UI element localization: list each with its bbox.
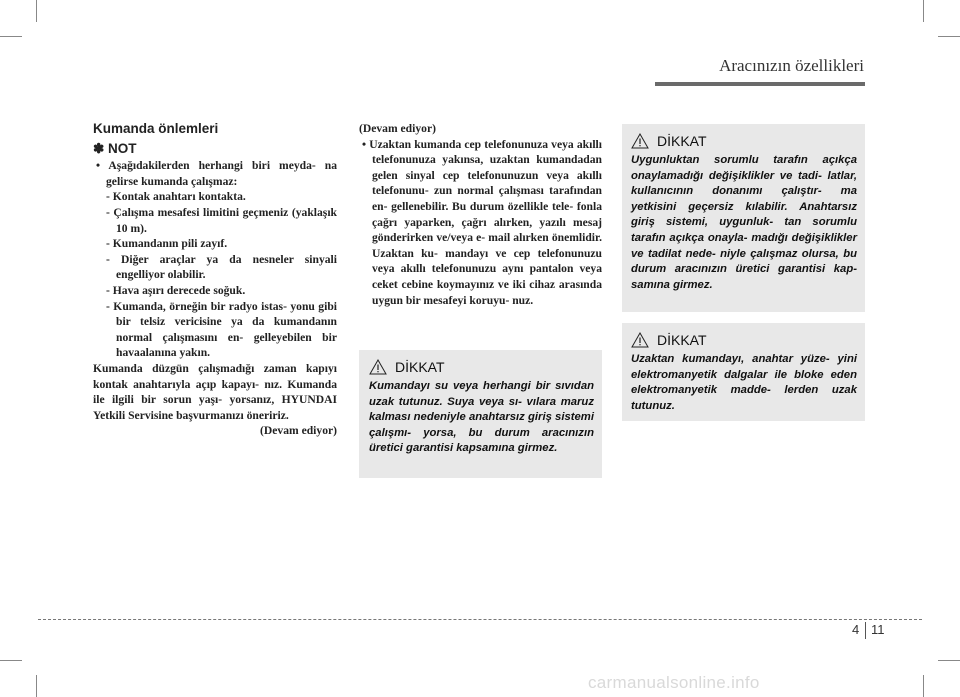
note-item: - Kumandanın pili zayıf.: [106, 237, 228, 251]
crop-mark: [0, 36, 22, 37]
page-number: 11: [871, 622, 885, 637]
header-rule: [655, 82, 865, 86]
warning-box: [622, 124, 865, 312]
watermark: carmanualsonline.info: [588, 673, 760, 692]
note-bullet: • Uzaktan kumanda cep telefonunuza veya akıllı telefonunuza yakınsa, uzaktan kumandadan gelen sinyal cep telefonunuzun veya akıllı telefonunu- zun normal çalışması tarafından en- gellenebilir. Bu durum özellikle tele- fonla çağrı yaparken, çağrı alırken, yazılı mesaj gönderirken ve/veya e- mail alırken önemlidir. Uzaktan ku- mandayı ve cep telefonunuzu veya akıllı telefonunuzu aynı pantalon veya ceket cebine koymayınız ve iki cihaz arasında uygun bir mesafeyi koruyu- nuz.: [362, 137, 602, 307]
chapter-title: Aracınızın özellikleri: [719, 56, 864, 75]
warning-text: Uygunluktan sorumlu tarafın açıkça onaylamadığı değişiklikler ve tadi- latlar, kullanıcının donanımı çalıştır- ma yetkisini geçersiz kılabilir. Anahtarsız giriş sistemi, uygunluk- tan sorumlu tarafın açıkça onayla- madığı değişiklikler ve tadilat nede- niyle çalışmaz olursa, bu durum aracınızın üretici garantisi kap- samına girmez.: [631, 154, 857, 291]
warning-header: [369, 359, 594, 375]
warning-box: [622, 323, 865, 421]
warning-box: [359, 350, 602, 478]
warning-title: DİKKAT: [395, 359, 445, 375]
crop-mark: [36, 0, 37, 22]
crop-mark: [923, 675, 924, 697]
crop-mark: [0, 660, 22, 661]
column-middle: [359, 121, 602, 308]
note-bullet: • Aşağıdakilerden herhangi biri meyda- na gelirse kumanda çalışmaz:: [96, 159, 337, 188]
warning-triangle-icon: [631, 133, 649, 149]
crop-mark: [923, 0, 924, 22]
warning-title: DİKKAT: [657, 332, 707, 348]
footer-dashed-rule: [38, 619, 922, 620]
warning-title: DİKKAT: [657, 133, 707, 149]
note-item: - Diğer araçlar ya da nesneler sinyali engelliyor olabilir.: [106, 252, 337, 282]
crop-mark: [938, 36, 960, 37]
body-paragraph: Kumanda düzgün çalışmadığı zaman kapıyı kontak anahtarıyla açıp kapayı- nız. Kumanda ile ilgili bir sorun yaşı- yorsanız, HYUNDAI Yetkili Servisine başvurmanızı öneririz.: [93, 361, 337, 422]
warning-header: [631, 133, 857, 149]
column-left: [93, 121, 337, 439]
warning-header: [631, 332, 857, 348]
warning-triangle-icon: [631, 332, 649, 348]
page-separator: [865, 622, 866, 639]
chapter-number: 4: [852, 622, 860, 637]
crop-mark: [36, 675, 37, 697]
note-item: - Kontak anahtarı kontakta.: [106, 190, 246, 204]
crop-mark: [938, 660, 960, 661]
note-title: ✽ NOT: [93, 140, 137, 156]
warning-text: Uzaktan kumandayı, anahtar yüze- yini elektromanyetik dalgalar ile bloke eden elektromanyetik madde- lerden uzak tutunuz.: [631, 353, 857, 412]
note-item: - Çalışma mesafesi limitini geçmeniz (yaklaşık 10 m).: [106, 205, 337, 235]
warning-triangle-icon: [369, 359, 387, 375]
warning-text: Kumandayı su veya herhangi bir sıvıdan uzak tutunuz. Suya veya sı- vılara maruz kalması nedeniyle anahtarsız giriş sistemi çalışmı- yorsa, bu durum aracınızın üretici garantisi kapsamına girmez.: [369, 380, 594, 455]
note-item: - Hava aşırı derecede soğuk.: [106, 283, 246, 297]
section-title: Kumanda önlemleri: [93, 121, 219, 136]
note-item: - Kumanda, örneğin bir radyo istas- yonu gibi bir telsiz vericisine ya da kumandanın normal çalışmasını en- gelleyebilen bir havaalanına yakın.: [106, 299, 337, 360]
continued-label: (Devam ediyor): [359, 122, 436, 135]
continued-label: (Devam ediyor): [260, 424, 337, 438]
